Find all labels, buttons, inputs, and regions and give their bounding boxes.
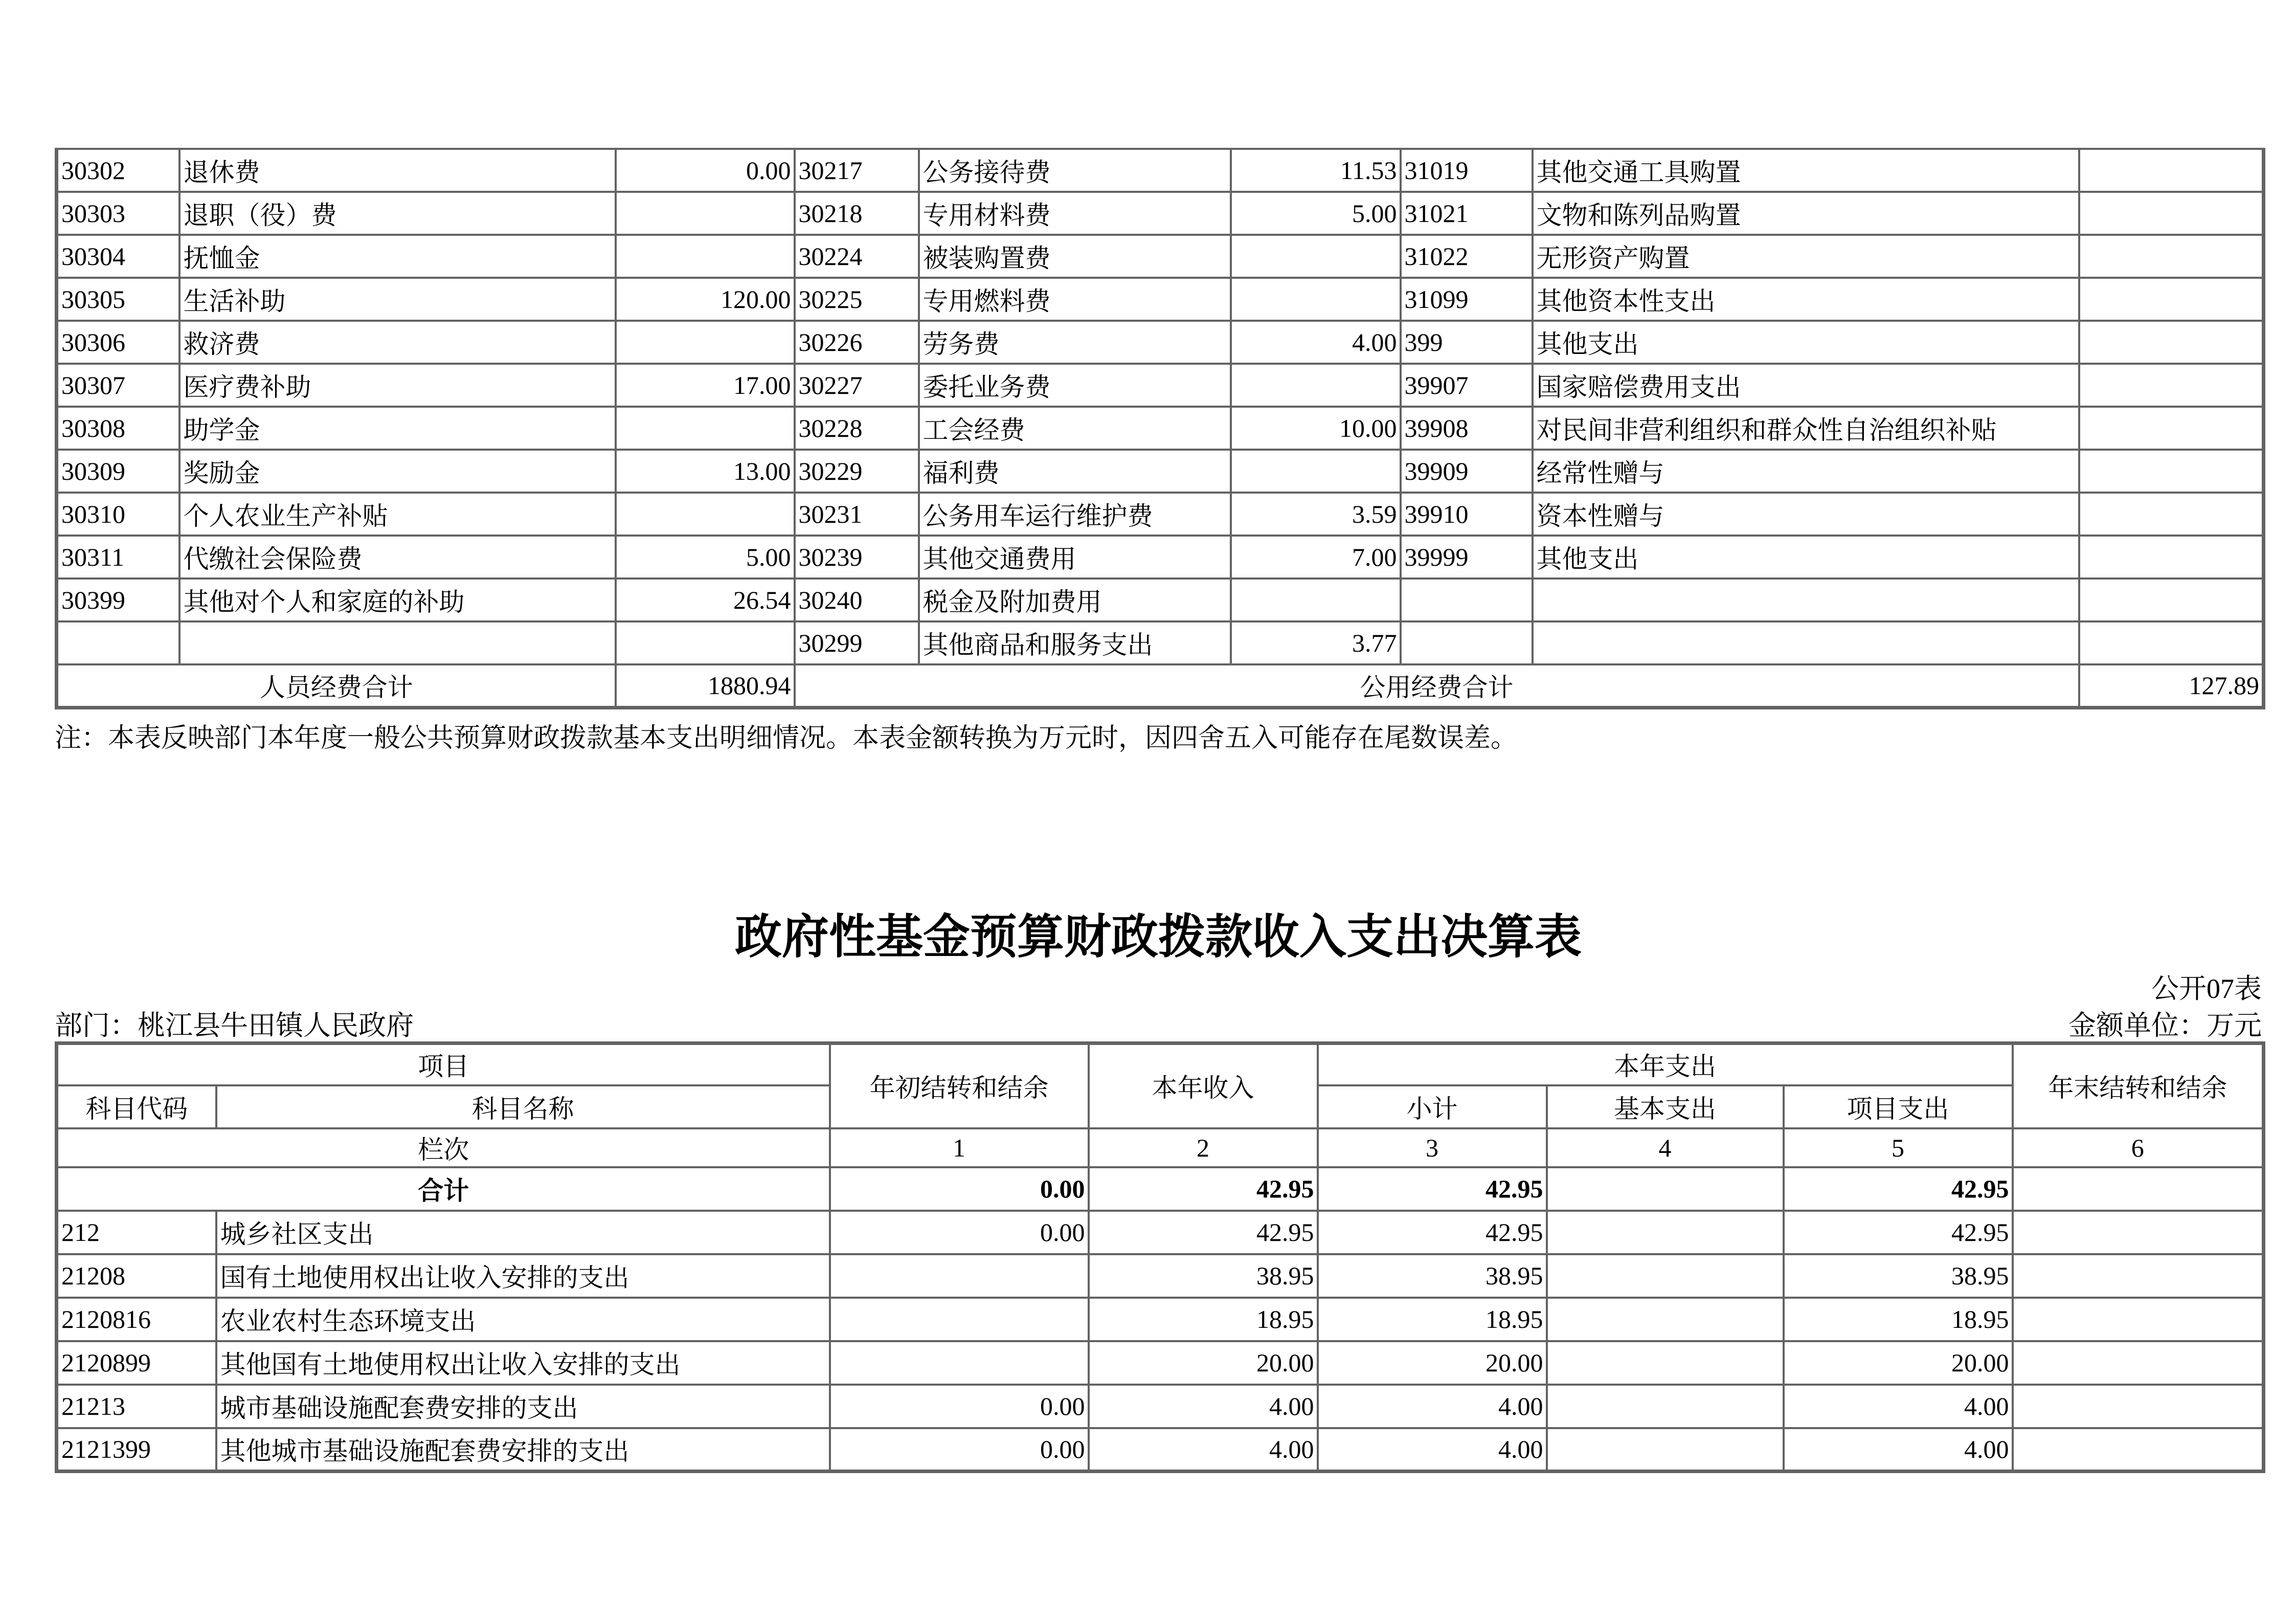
column-number: 4: [1547, 1128, 1784, 1167]
table-row: [57, 192, 2264, 235]
amount-cell: 7.00: [1231, 536, 1401, 579]
amount-cell: [1231, 278, 1401, 321]
name-cell: 经常性赠与: [1533, 450, 2079, 493]
header-current-income: 本年收入: [1089, 1043, 1318, 1128]
unit-label: 金额单位：万元: [2068, 1010, 2262, 1041]
amount-cell: [1231, 450, 1401, 493]
code-cell: 39908: [1401, 407, 1533, 450]
amount-cell: 42.95: [1318, 1167, 1547, 1211]
personnel-total-amount: 1880.94: [616, 664, 795, 707]
code-cell: 2120899: [57, 1341, 216, 1385]
name-cell: 城市基础设施配套费安排的支出: [216, 1385, 830, 1428]
name-cell: 其他交通工具购置: [1533, 149, 2079, 192]
header-subject-code: 科目代码: [57, 1085, 216, 1128]
table-row: [57, 579, 2264, 621]
code-cell: 30239: [795, 536, 919, 579]
code-cell: 30302: [57, 149, 179, 192]
code-cell: 30231: [795, 493, 919, 536]
table-row: [57, 1254, 2264, 1298]
code-cell: [1401, 579, 1533, 621]
amount-cell: [2013, 1211, 2264, 1254]
code-cell: 31021: [1401, 192, 1533, 235]
amount-cell: 17.00: [616, 364, 795, 407]
amount-cell: [616, 407, 795, 450]
name-cell: 委托业务费: [919, 364, 1231, 407]
code-cell: 31019: [1401, 149, 1533, 192]
amount-cell: 4.00: [1318, 1428, 1547, 1472]
amount-cell: [2079, 278, 2264, 321]
amount-cell: [2079, 536, 2264, 579]
name-cell: 税金及附加费用: [919, 579, 1231, 621]
amount-cell: [2013, 1167, 2264, 1211]
table-row: [57, 321, 2264, 364]
code-cell: 30226: [795, 321, 919, 364]
name-cell: 城乡社区支出: [216, 1211, 830, 1254]
amount-cell: 42.95: [1089, 1211, 1318, 1254]
name-cell: [1533, 621, 2079, 664]
column-number: 3: [1318, 1128, 1547, 1167]
code-cell: 30309: [57, 450, 179, 493]
amount-cell: [2013, 1254, 2264, 1298]
amount-cell: [2079, 321, 2264, 364]
name-cell: 救济费: [179, 321, 616, 364]
code-cell: 30310: [57, 493, 179, 536]
table-row: [57, 149, 2264, 192]
page-title: 政府性基金预算财政拨款收入支出决算表: [734, 911, 1582, 963]
table-row: [57, 1211, 2264, 1254]
column-number: 2: [1089, 1128, 1318, 1167]
name-cell: 其他支出: [1533, 536, 2079, 579]
name-cell: 工会经费: [919, 407, 1231, 450]
name-cell: 其他国有土地使用权出让收入安排的支出: [216, 1341, 830, 1385]
amount-cell: [2013, 1341, 2264, 1385]
amount-cell: 18.95: [1318, 1298, 1547, 1341]
amount-cell: [2013, 1298, 2264, 1341]
basic-expenditure-detail-table: [55, 148, 2265, 709]
public-total-amount: 127.89: [2079, 664, 2264, 707]
name-cell: 专用材料费: [919, 192, 1231, 235]
amount-cell: 20.00: [1089, 1341, 1318, 1385]
code-cell: 30307: [57, 364, 179, 407]
amount-cell: [2079, 450, 2264, 493]
amount-cell: 120.00: [616, 278, 795, 321]
amount-cell: 10.00: [1231, 407, 1401, 450]
amount-cell: 0.00: [830, 1211, 1089, 1254]
amount-cell: [1231, 579, 1401, 621]
amount-cell: 11.53: [1231, 149, 1401, 192]
table-row: [57, 278, 2264, 321]
code-cell: 30228: [795, 407, 919, 450]
code-cell: 31022: [1401, 235, 1533, 278]
code-cell: 30227: [795, 364, 919, 407]
name-cell: 医疗费补助: [179, 364, 616, 407]
name-cell: 国有土地使用权出让收入安排的支出: [216, 1254, 830, 1298]
code-cell: 39907: [1401, 364, 1533, 407]
name-cell: 农业农村生态环境支出: [216, 1298, 830, 1341]
header-subject-name: 科目名称: [216, 1085, 830, 1128]
name-cell: [1533, 579, 2079, 621]
amount-cell: [2079, 364, 2264, 407]
column-number: 1: [830, 1128, 1089, 1167]
amount-cell: [2079, 235, 2264, 278]
header-current-expenditure: 本年支出: [1318, 1043, 2013, 1085]
amount-cell: [1547, 1254, 1784, 1298]
name-cell: 专用燃料费: [919, 278, 1231, 321]
amount-cell: [1547, 1298, 1784, 1341]
amount-cell: 42.95: [1318, 1211, 1547, 1254]
name-cell: 福利费: [919, 450, 1231, 493]
code-cell: 30229: [795, 450, 919, 493]
amount-cell: 38.95: [1089, 1254, 1318, 1298]
code-cell: 30303: [57, 192, 179, 235]
amount-cell: 4.00: [1089, 1428, 1318, 1472]
amount-cell: 5.00: [1231, 192, 1401, 235]
name-cell: 公务用车运行维护费: [919, 493, 1231, 536]
name-cell: 对民间非营利组织和群众性自治组织补贴: [1533, 407, 2079, 450]
amount-cell: [830, 1341, 1089, 1385]
column-number: 5: [1784, 1128, 2013, 1167]
code-cell: 39910: [1401, 493, 1533, 536]
code-cell: [1401, 621, 1533, 664]
code-cell: 30217: [795, 149, 919, 192]
table-row: [57, 450, 2264, 493]
amount-cell: [616, 493, 795, 536]
amount-cell: 38.95: [1784, 1254, 2013, 1298]
code-cell: 30308: [57, 407, 179, 450]
amount-cell: [830, 1254, 1089, 1298]
amount-cell: [616, 621, 795, 664]
amount-cell: 3.77: [1231, 621, 1401, 664]
name-cell: 抚恤金: [179, 235, 616, 278]
columns-label: 栏次: [57, 1128, 830, 1167]
table-row: [57, 407, 2264, 450]
personnel-total-label: 人员经费合计: [57, 664, 616, 707]
amount-cell: [1547, 1428, 1784, 1472]
column-number-row: [57, 1128, 2264, 1167]
amount-cell: 4.00: [1784, 1385, 2013, 1428]
amount-cell: 0.00: [830, 1385, 1089, 1428]
name-cell: 资本性赠与: [1533, 493, 2079, 536]
amount-cell: [616, 235, 795, 278]
amount-cell: [2079, 192, 2264, 235]
amount-cell: [1547, 1167, 1784, 1211]
amount-cell: [616, 321, 795, 364]
amount-cell: 38.95: [1318, 1254, 1547, 1298]
name-cell: 其他交通费用: [919, 536, 1231, 579]
code-cell: 399: [1401, 321, 1533, 364]
name-cell: 退职（役）费: [179, 192, 616, 235]
table-code-label: 公开07表: [2151, 973, 2262, 1004]
amount-cell: [2013, 1428, 2264, 1472]
name-cell: 公务接待费: [919, 149, 1231, 192]
code-cell: 30305: [57, 278, 179, 321]
name-cell: 个人农业生产补贴: [179, 493, 616, 536]
amount-cell: 42.95: [1089, 1167, 1318, 1211]
name-cell: 其他城市基础设施配套费安排的支出: [216, 1428, 830, 1472]
header-row: [57, 1043, 2264, 1085]
name-cell: 其他对个人和家庭的补助: [179, 579, 616, 621]
code-cell: 30306: [57, 321, 179, 364]
grand-total-row: [57, 1167, 2264, 1211]
amount-cell: 4.00: [1231, 321, 1401, 364]
amount-cell: 0.00: [830, 1167, 1089, 1211]
amount-cell: [2079, 579, 2264, 621]
column-number: 6: [2013, 1128, 2264, 1167]
code-cell: 2120816: [57, 1298, 216, 1341]
table-row: [57, 364, 2264, 407]
amount-cell: 4.00: [1784, 1428, 2013, 1472]
code-cell: 2121399: [57, 1428, 216, 1472]
amount-cell: 42.95: [1784, 1167, 2013, 1211]
name-cell: 其他商品和服务支出: [919, 621, 1231, 664]
table-note: 注：本表反映部门本年度一般公共预算财政拨款基本支出明细情况。本表金额转换为万元时，因四舍五入可能存在尾数误差。: [55, 724, 1518, 753]
name-cell: 无形资产购置: [1533, 235, 2079, 278]
amount-cell: 4.00: [1089, 1385, 1318, 1428]
code-cell: 30299: [795, 621, 919, 664]
code-cell: 30304: [57, 235, 179, 278]
amount-cell: 0.00: [830, 1428, 1089, 1472]
header-project-expenditure: 项目支出: [1784, 1085, 2013, 1128]
table-row: [57, 621, 2264, 664]
table-row: [57, 493, 2264, 536]
amount-cell: [2079, 621, 2264, 664]
amount-cell: 5.00: [616, 536, 795, 579]
amount-cell: 26.54: [616, 579, 795, 621]
total-label: 合计: [57, 1167, 830, 1211]
code-cell: 39909: [1401, 450, 1533, 493]
code-cell: 30240: [795, 579, 919, 621]
gov-fund-budget-table: [55, 1041, 2265, 1473]
header-begin-balance: 年初结转和结余: [830, 1043, 1089, 1128]
name-cell: 奖励金: [179, 450, 616, 493]
table-row: [57, 1298, 2264, 1341]
name-cell: 退休费: [179, 149, 616, 192]
code-cell: 31099: [1401, 278, 1533, 321]
name-cell: 其他资本性支出: [1533, 278, 2079, 321]
amount-cell: [1231, 235, 1401, 278]
name-cell: 被装购置费: [919, 235, 1231, 278]
header-item: 项目: [57, 1043, 830, 1085]
header-subtotal: 小计: [1318, 1085, 1547, 1128]
code-cell: 30225: [795, 278, 919, 321]
name-cell: [179, 621, 616, 664]
amount-cell: 42.95: [1784, 1211, 2013, 1254]
code-cell: 30399: [57, 579, 179, 621]
table-row: [57, 1428, 2264, 1472]
header-basic-expenditure: 基本支出: [1547, 1085, 1784, 1128]
name-cell: 助学金: [179, 407, 616, 450]
name-cell: 文物和陈列品购置: [1533, 192, 2079, 235]
amount-cell: 20.00: [1784, 1341, 2013, 1385]
code-cell: 30311: [57, 536, 179, 579]
amount-cell: [830, 1298, 1089, 1341]
amount-cell: [1547, 1341, 1784, 1385]
amount-cell: 18.95: [1089, 1298, 1318, 1341]
amount-cell: 4.00: [1318, 1385, 1547, 1428]
amount-cell: [1547, 1211, 1784, 1254]
code-cell: 30224: [795, 235, 919, 278]
amount-cell: [1231, 364, 1401, 407]
table-row: [57, 235, 2264, 278]
code-cell: 39999: [1401, 536, 1533, 579]
department-label: 部门：桃江县牛田镇人民政府: [55, 1010, 414, 1041]
amount-cell: 3.59: [1231, 493, 1401, 536]
amount-cell: [2079, 493, 2264, 536]
name-cell: 其他支出: [1533, 321, 2079, 364]
table-total-row: [57, 664, 2264, 707]
amount-cell: [616, 192, 795, 235]
amount-cell: [2079, 149, 2264, 192]
amount-cell: [1547, 1385, 1784, 1428]
table-row: [57, 1385, 2264, 1428]
amount-cell: 0.00: [616, 149, 795, 192]
name-cell: 代缴社会保险费: [179, 536, 616, 579]
amount-cell: 13.00: [616, 450, 795, 493]
name-cell: 国家赔偿费用支出: [1533, 364, 2079, 407]
code-cell: [57, 621, 179, 664]
code-cell: 21213: [57, 1385, 216, 1428]
name-cell: 劳务费: [919, 321, 1231, 364]
public-total-label: 公用经费合计: [795, 664, 2079, 707]
table-row: [57, 536, 2264, 579]
code-cell: 21208: [57, 1254, 216, 1298]
code-cell: 212: [57, 1211, 216, 1254]
table-row: [57, 1341, 2264, 1385]
code-cell: 30218: [795, 192, 919, 235]
amount-cell: 20.00: [1318, 1341, 1547, 1385]
header-end-balance: 年末结转和结余: [2013, 1043, 2264, 1128]
amount-cell: [2079, 407, 2264, 450]
amount-cell: [2013, 1385, 2264, 1428]
amount-cell: 18.95: [1784, 1298, 2013, 1341]
name-cell: 生活补助: [179, 278, 616, 321]
